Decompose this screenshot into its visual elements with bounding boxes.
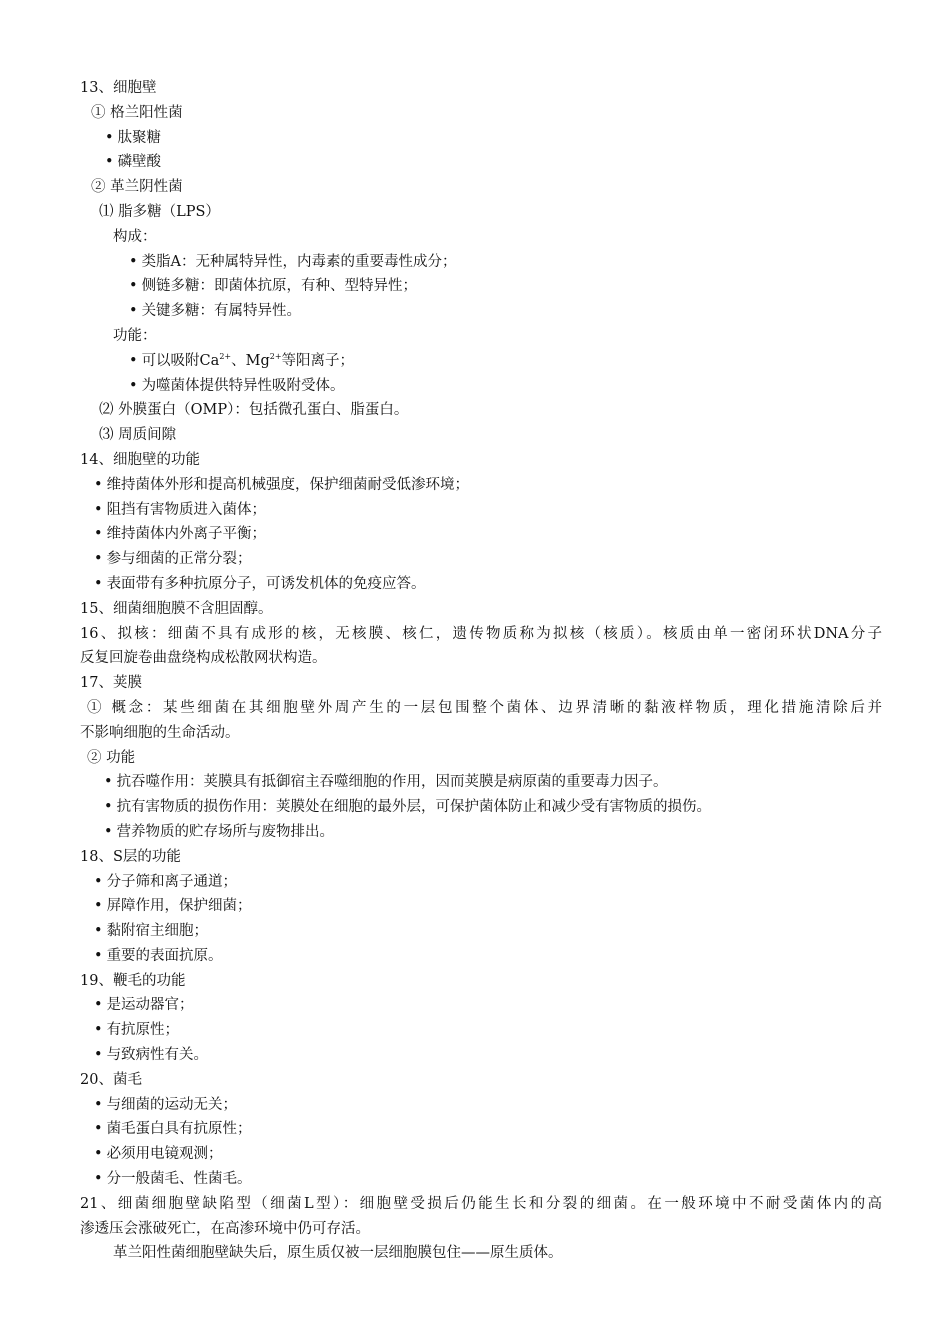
list-item: • 分一般菌毛、性菌毛。 [0, 1167, 950, 1192]
list-item: • 重要的表面抗原。 [0, 944, 950, 969]
list-item: • 阻挡有害物质进入菌体； [0, 498, 950, 523]
list-item: • 维持菌体内外离子平衡； [0, 522, 950, 547]
list-item: • 有抗原性； [0, 1018, 950, 1043]
list-item: • 黏附宿主细胞； [0, 919, 950, 944]
section-16-line-1: 16、拟核：细菌不具有成形的核，无核膜、核仁，遗传物质称为拟核（核质）。核质由单一密闭环状DNA分子 [80, 625, 882, 642]
section-14-heading: 14、细胞壁的功能 [80, 451, 200, 468]
composition-label: 构成： [113, 228, 157, 245]
list-item: • 抗吞噬作用：荚膜具有抵御宿主吞噬细胞的作用，因而荚膜是病原菌的重要毒力因子。 [0, 770, 950, 795]
list-item: • 维持菌体外形和提高机械强度，保护细菌耐受低渗环境； [0, 473, 950, 498]
section-15-heading: 15、细菌细胞膜不含胆固醇。 [80, 600, 273, 617]
list-item: • 关键多糖：有属特异性。 [0, 299, 950, 324]
gram-positive-heading: ① 格兰阳性菌 [91, 104, 183, 121]
list-item: • 肽聚糖 [0, 126, 950, 151]
list-item: • 磷壁酸 [0, 150, 950, 175]
section-17-heading: 17、荚膜 [80, 675, 142, 692]
function-label: 功能： [113, 327, 157, 344]
list-item: • 类脂A：无种属特异性，内毒素的重要毒性成分； [0, 250, 950, 275]
section-21-paragraph: 革兰阳性菌细胞壁缺失后，原生质仅被一层细胞膜包住——原生质体。 [113, 1245, 563, 1262]
list-item: • 必须用电镜观测； [0, 1142, 950, 1167]
list-item [0, 349, 950, 374]
list-item: • 侧链多糖：即菌体抗原，有种、型特异性； [0, 274, 950, 299]
gram-negative-heading: ② 革兰阴性菌 [91, 179, 183, 196]
section-21-line-2: 渗透压会涨破死亡，在高渗环境中仍可存活。 [80, 1220, 370, 1237]
lps-heading: ⑴ 脂多糖（LPS） [99, 203, 220, 220]
section-16-line-2: 反复回旋卷曲盘绕构成松散网状构造。 [80, 650, 327, 667]
func1-text-c: 等阳离子； [281, 352, 355, 369]
func1-superscript-mg: 2+ [269, 351, 282, 361]
list-item: • 与细菌的运动无关； [0, 1093, 950, 1118]
section-13-heading: 13、细胞壁 [80, 80, 157, 96]
section-20-heading: 20、菌毛 [80, 1071, 142, 1088]
capsule-concept-line-2: 不影响细胞的生命活动。 [80, 724, 240, 741]
func1-superscript-ca: 2+ [219, 351, 232, 361]
list-item: • 营养物质的贮存场所与废物排出。 [0, 820, 950, 845]
list-item: • 表面带有多种抗原分子，可诱发机体的免疫应答。 [0, 572, 950, 597]
section-19-heading: 19、鞭毛的功能 [80, 972, 186, 989]
func1-text-a: 可以吸附Ca [141, 352, 220, 369]
list-item: • 分子筛和离子通道； [0, 870, 950, 895]
section-18-heading: 18、S层的功能 [80, 848, 181, 865]
list-item: • 参与细菌的正常分裂； [0, 547, 950, 572]
list-item: • 屏障作用，保护细菌； [0, 894, 950, 919]
section-21-line-1: 21、细菌细胞壁缺陷型（细菌L型）：细胞壁受损后仍能生长和分裂的细菌。在一般环境中不耐受菌体内的高 [80, 1195, 882, 1212]
func1-text-b: 、Mg [231, 352, 270, 369]
document-body [0, 76, 950, 1266]
list-item: • 抗有害物质的损伤作用：荚膜处在细胞的最外层，可保护菌体防止和减少受有害物质的损伤。 [0, 795, 950, 820]
omp-line: ⑵ 外膜蛋白（OMP）：包括微孔蛋白、脂蛋白。 [99, 402, 409, 419]
capsule-concept-line-1: ① 概念：某些细菌在其细胞壁外周产生的一层包围整个菌体、边界清晰的黏液样物质，理化措施清除后并 [87, 699, 882, 716]
list-item: • 为噬菌体提供特异性吸附受体。 [0, 374, 950, 399]
list-item: • 菌毛蛋白具有抗原性； [0, 1117, 950, 1142]
list-item: • 与致病性有关。 [0, 1043, 950, 1068]
capsule-function-heading: ② 功能 [87, 749, 136, 766]
periplasm-line: ⑶ 周质间隙 [99, 427, 177, 444]
list-item: • 是运动器官； [0, 993, 950, 1018]
